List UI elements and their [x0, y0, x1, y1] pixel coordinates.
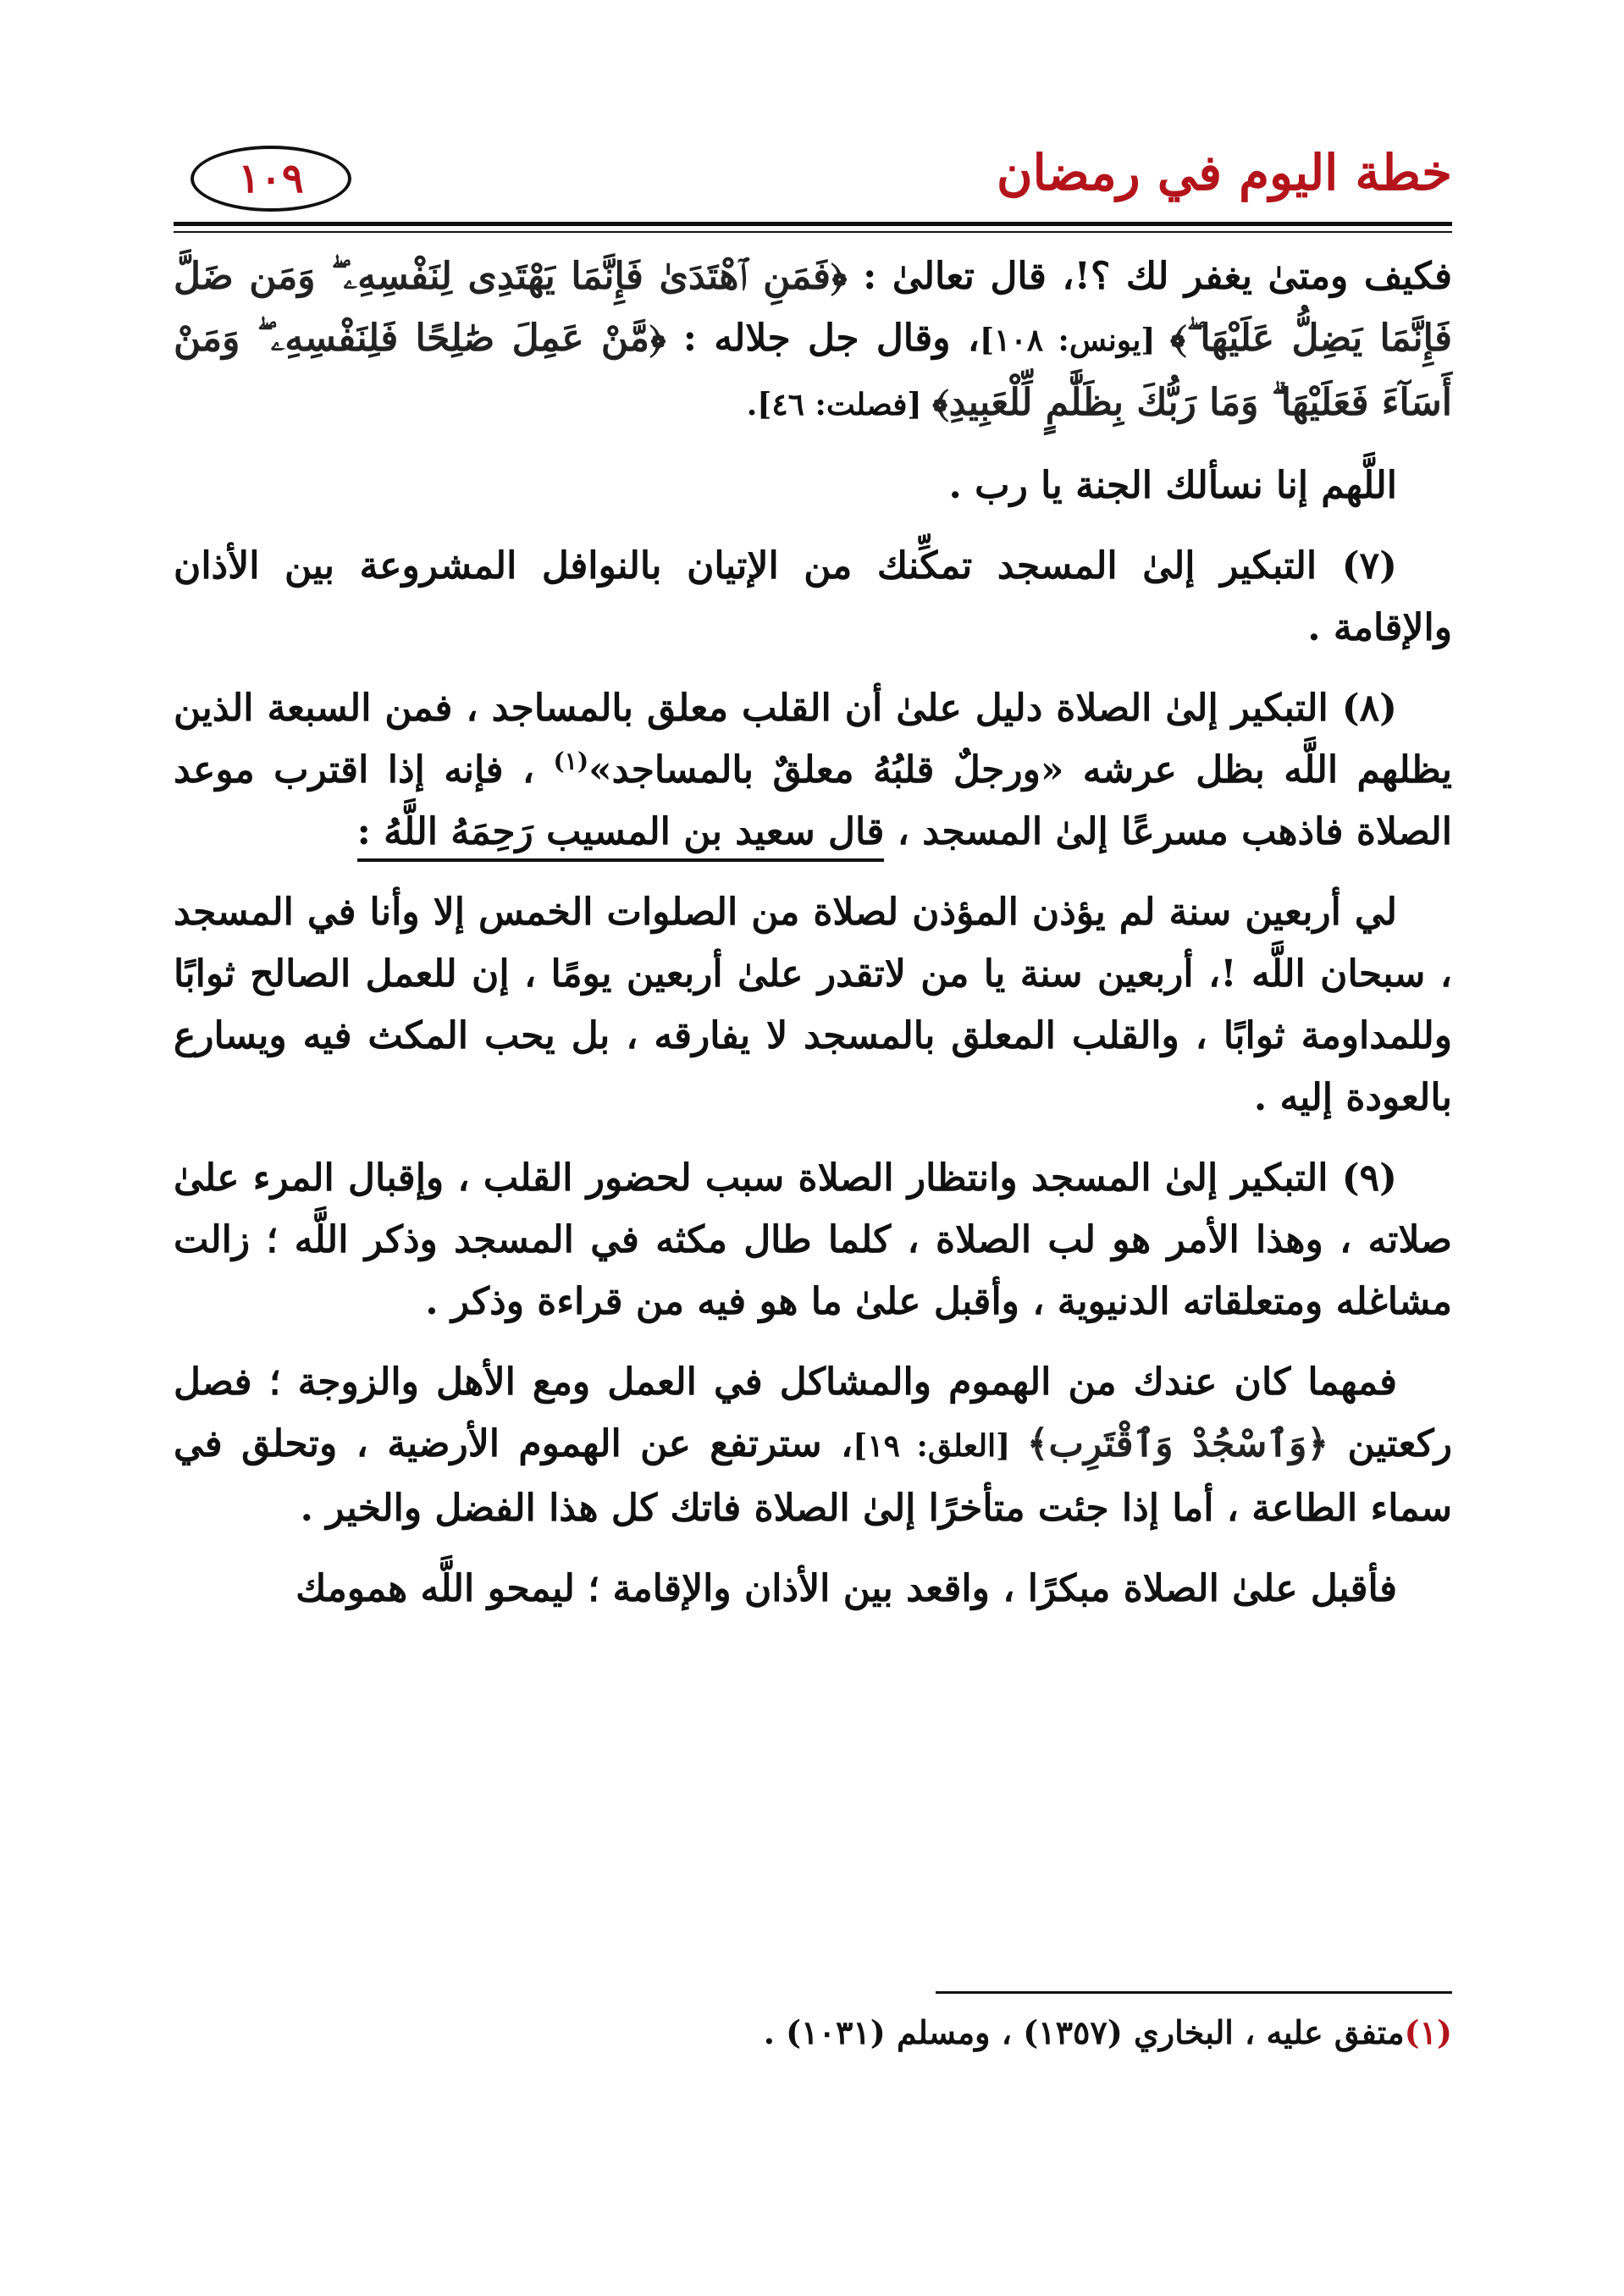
hadith-quote: «ورجلٌ قلبُهُ معلقٌ بالمساجد» [588, 748, 1064, 792]
paragraph-8: فأقبل علىٰ الصلاة مبكرًا ، واقعد بين الأذان والإقامة ؛ ليمحو اللَّه همومك [296, 1567, 1397, 1610]
verse-reference: [يونس: ١٠٨] [979, 323, 1170, 358]
paragraph-7 [174, 1351, 1452, 1539]
header-rule-thin [174, 231, 1452, 233]
quran-verse: ﴿فَمَنِ ٱهْتَدَىٰ فَإِنَّمَا يَهْتَدِى لِنَفْسِهِۦ ۖ وَمَن ضَلَّ فَإِنَّمَا يَضِلُّ عَلَيْهَا ۖ﴾ [174, 255, 1453, 360]
footnote-separator [936, 1991, 1452, 1994]
footnote-reference: (١) [553, 747, 589, 775]
footnote-text: متفق عليه ، البخاري (١٣٥٧) ، ومسلم (١٠٣١) . [763, 2013, 1405, 2051]
quran-verse: ﴿وَٱسْجُدْ وَٱقْتَرِب﴾ [1026, 1422, 1329, 1465]
paragraph-text: فكيف ومتىٰ يغفر لك ؟!، قال تعالىٰ : [847, 255, 1452, 298]
paragraph-1 [174, 246, 1452, 436]
underlined-attribution: قال سعيد بن المسيب رَحِمَهُ اللَّهُ : [357, 810, 885, 862]
paragraph-5: لي أربعين سنة لم يؤذن المؤذن لصلاة من الصلوات الخمس إلا وأنا في المسجد ، سبحان اللَّه !، أربعين سنة يا من لاتقدر علىٰ أربعين يومًا ، إن للعمل الصالح ثوابًا وللمداومة ثوابًا ، والقلب المعلق بالمسجد لا يفارقه ، بل يحب المكث فيه ويسارع بالعودة إليه . [174, 891, 1452, 1119]
footnote [174, 2013, 1452, 2051]
quran-verse: ﴿مَّنْ عَمِلَ صَٰلِحًا فَلِنَفْسِهِۦ ۖ وَمَنْ أَسَآءَ فَعَلَيْهَا ۗ وَمَا رَبُّكَ بِظَلَّٰمٍ لِّلْعَبِيدِ﴾ [174, 317, 1452, 424]
verse-reference: [فصلت: ٤٦]. [746, 387, 933, 422]
paragraph-text: ، فإنه إذا اقترب موعد الصلاة فاذهب مسرعًا إلىٰ المسجد ، [174, 748, 1452, 853]
paragraph-4 [174, 677, 1452, 863]
page-number: ١٠٩ [238, 155, 304, 202]
paragraph-text: ، وقال جل جلاله : [666, 317, 980, 360]
page-number-oval [191, 146, 351, 212]
paragraph-text: (٨) التبكير إلىٰ الصلاة دليل علىٰ أن القلب معلق بالمساجد ، فمن السبعة الذين يظلهم اللَّه بظل عرشه [174, 687, 1452, 792]
paragraph-3: (٧) التبكير إلىٰ المسجد تمكِّنك من الإتيان بالنوافل المشروعة بين الأذان والإقامة . [174, 544, 1452, 649]
footnote-marker: (١) [1404, 2013, 1452, 2051]
page-header [174, 110, 1452, 220]
paragraph-6: (٩) التبكير إلىٰ المسجد وانتظار الصلاة سبب لحضور القلب ، وإقبال المرء علىٰ صلاته ، وهذا الأمر هو لب الصلاة ، كلما طال مكثه في المسجد وذكر اللَّه ؛ زالت مشاغله ومتعلقاته الدنيوية ، وأقبل علىٰ ما هو فيه من قراءة وذكر . [174, 1156, 1452, 1323]
running-title: خطة اليوم في رمضان [997, 144, 1452, 201]
header-rule-thick [174, 222, 1452, 226]
paragraph-text: فمهما كان عندك من الهموم والمشاكل في العمل ومع الأهل والزوجة ؛ فصل ركعتين [174, 1360, 1452, 1465]
paragraph-2: اللَّهم إنا نسألك الجنة يا رب . [948, 464, 1397, 507]
body-text [174, 246, 1452, 1620]
paragraph-text: ، سترتفع عن الهموم الأرضية ، وتحلق في سماء الطاعة ، أما إذا جئت متأخرًا إلىٰ الصلاة فاتك كل هذا الفضل والخير . [174, 1422, 1452, 1530]
verse-reference: [العلق: ١٩] [853, 1428, 1027, 1464]
